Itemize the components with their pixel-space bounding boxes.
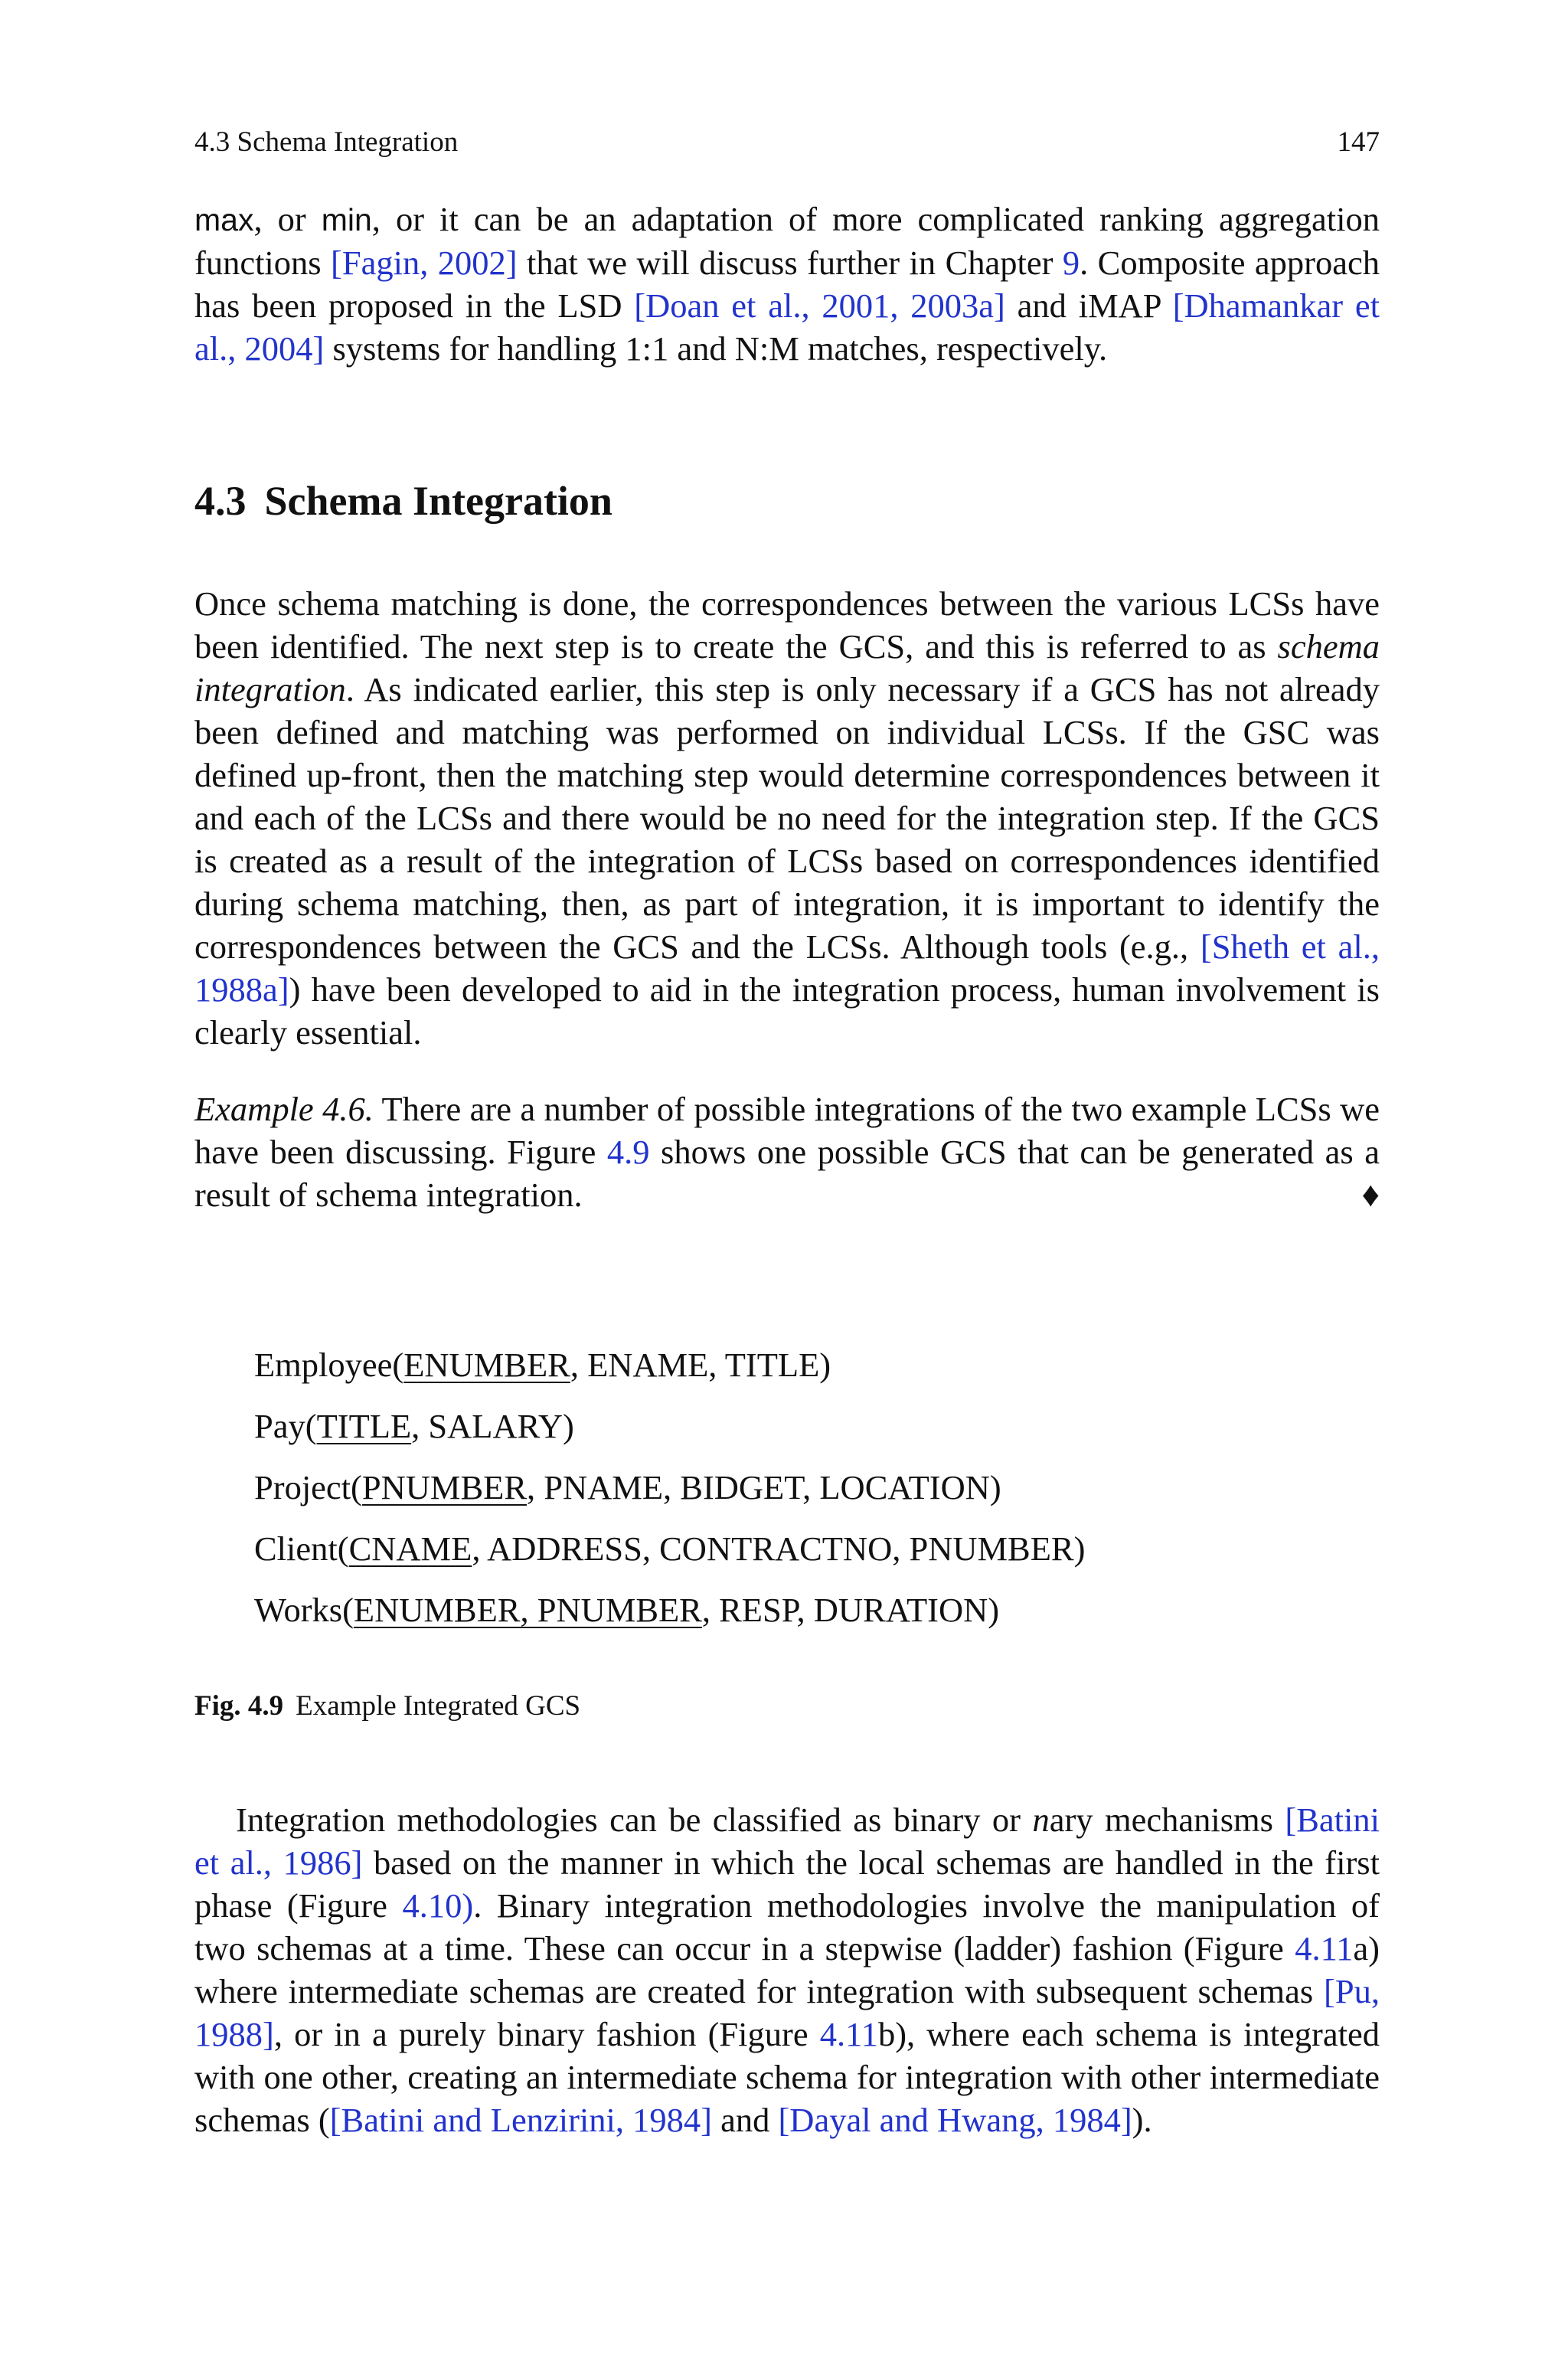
citation-link[interactable]: [Batini and Lenzirini, 1984] [329,2101,712,2139]
text-run: . As indicated earlier, this step is only necessary if a GCS has not already been defined and matching was performed on individual LCSs. If the GSC was defined up-front, then the matching step would determine correspondences between it and each of the LCSs and there would be no need for the integration step. If the GCS is created as a result of the integration of LCSs based on correspondences identified during schema matching, then, as part of integration, it is important to identify the correspondences between the GCS and the LCSs. Although tools (e.g., [194,670,1380,966]
relation-name: Client( [254,1529,349,1568]
text-run: shows one possible GCS that can be generated as a result of schema integration. [194,1133,1380,1214]
text-run: ). [1132,2101,1152,2139]
text-run: , or [253,200,322,238]
text-run: ary mechanisms [1049,1801,1285,1839]
schema-relation-client [254,1518,1085,1579]
figure-link[interactable]: 4.11 [1295,1929,1354,1967]
relation-attributes: , RESP, DURATION) [701,1591,1000,1629]
citation-link[interactable]: [Fagin, 2002] [331,244,518,282]
relation-attributes: , ENAME, TITLE) [570,1346,831,1384]
relation-name: Employee( [254,1346,404,1384]
end-of-example-diamond-icon: ♦ [1361,1175,1380,1214]
text-run: Once schema matching is done, the correspondences between the various LCSs have been identified. The next step is to create the GCS, and this is referred to as [194,584,1380,666]
paragraph-ranking-aggregation [194,198,1380,370]
paragraph-integration-methodologies [194,1798,1380,2141]
citation-link[interactable]: [Doan et al., 2001, 2003a] [634,286,1005,325]
citation-link[interactable]: [Pu, 1988] [194,1972,1380,2053]
relation-attributes: , SALARY) [411,1407,574,1445]
relation-name: Pay( [254,1407,317,1445]
figure-caption [194,1689,580,1723]
primary-key: CNAME [348,1529,472,1568]
text-run: and [711,2101,779,2139]
text-run: . Composite approach has been proposed in the LSD [194,244,1380,325]
relation-attributes: , PNAME, BIDGET, LOCATION) [527,1468,1001,1506]
primary-key: TITLE [316,1407,412,1445]
emphasis-term: schema integration [194,627,1380,708]
text-run: ) have been developed to aid in the integration process, human involvement is clearly essential. [194,970,1380,1052]
section-title: Schema Integration [264,478,612,524]
emphasis-n: n [1032,1801,1050,1839]
figure-label: Fig. 4.9 [194,1690,284,1722]
example-label: Example 4.6. [194,1090,374,1128]
figure-link[interactable]: 4.9 [606,1133,650,1171]
text-run: a) where intermediate schemas are created for integration with subsequent schemas [194,1929,1380,2010]
text-run: , or it can be an adaptation of more complicated ranking aggregation functions [194,200,1380,282]
example-4-6 [194,1088,1380,1216]
figure-link[interactable]: 4.10) [402,1886,474,1925]
text-run: Integration methodologies can be classified as binary or [236,1801,1033,1839]
text-run: , or in a purely binary fashion (Figure [273,2015,820,2053]
schema-relation-employee [254,1334,1085,1395]
paragraph-schema-integration-intro [194,582,1380,1054]
running-head-section: 4.3 Schema Integration [194,126,459,158]
primary-key: PNUMBER [361,1468,528,1506]
primary-key: ENUMBER, PNUMBER [353,1591,702,1629]
chapter-link[interactable]: 9 [1062,244,1080,282]
function-name-max: max [194,202,254,237]
text-run: and iMAP [1004,286,1173,325]
text-run: that we will discuss further in Chapter [517,244,1063,282]
section-heading [194,476,612,525]
primary-key: ENUMBER [403,1346,570,1384]
running-head [194,126,1380,159]
figure-link[interactable]: 4.11 [819,2015,878,2053]
relation-attributes: , ADDRESS, CONTRACTNO, PNUMBER) [472,1529,1086,1568]
citation-link[interactable]: [Dayal and Hwang, 1984] [778,2101,1132,2139]
section-number: 4.3 [194,478,247,524]
schema-relation-pay [254,1395,1085,1457]
text-run: There are a number of possible integrations of the two example LCSs we have been discussing. Figure [194,1090,1380,1171]
text-run: systems for handling 1:1 and N:M matches, respectively. [324,329,1108,368]
citation-link[interactable]: [Sheth et al., 1988a] [194,927,1380,1009]
text-run: based on the manner in which the local schemas are handled in the first phase (Figure [194,1843,1380,1925]
schema-relation-works [254,1579,1085,1640]
page-number: 147 [1337,126,1380,158]
function-name-min: min [321,202,372,237]
figure-caption-text: Example Integrated GCS [296,1690,581,1722]
relation-name: Works( [254,1591,354,1629]
text-run: b), where each schema is integrated with one other, creating an intermediate schema for integration with other intermediate schemas ( [194,2015,1380,2139]
schema-relation-project [254,1457,1085,1518]
integrated-gcs-schema [254,1334,1085,1640]
text-run: . Binary integration methodologies involve the manipulation of two schemas at a time. These can occur in a stepwise (ladder) fashion (Figure [194,1886,1380,1967]
citation-link[interactable]: [Dhamankar et al., 2004] [194,286,1380,368]
citation-link[interactable]: [Batini et al., 1986] [194,1801,1380,1882]
relation-name: Project( [254,1468,362,1506]
